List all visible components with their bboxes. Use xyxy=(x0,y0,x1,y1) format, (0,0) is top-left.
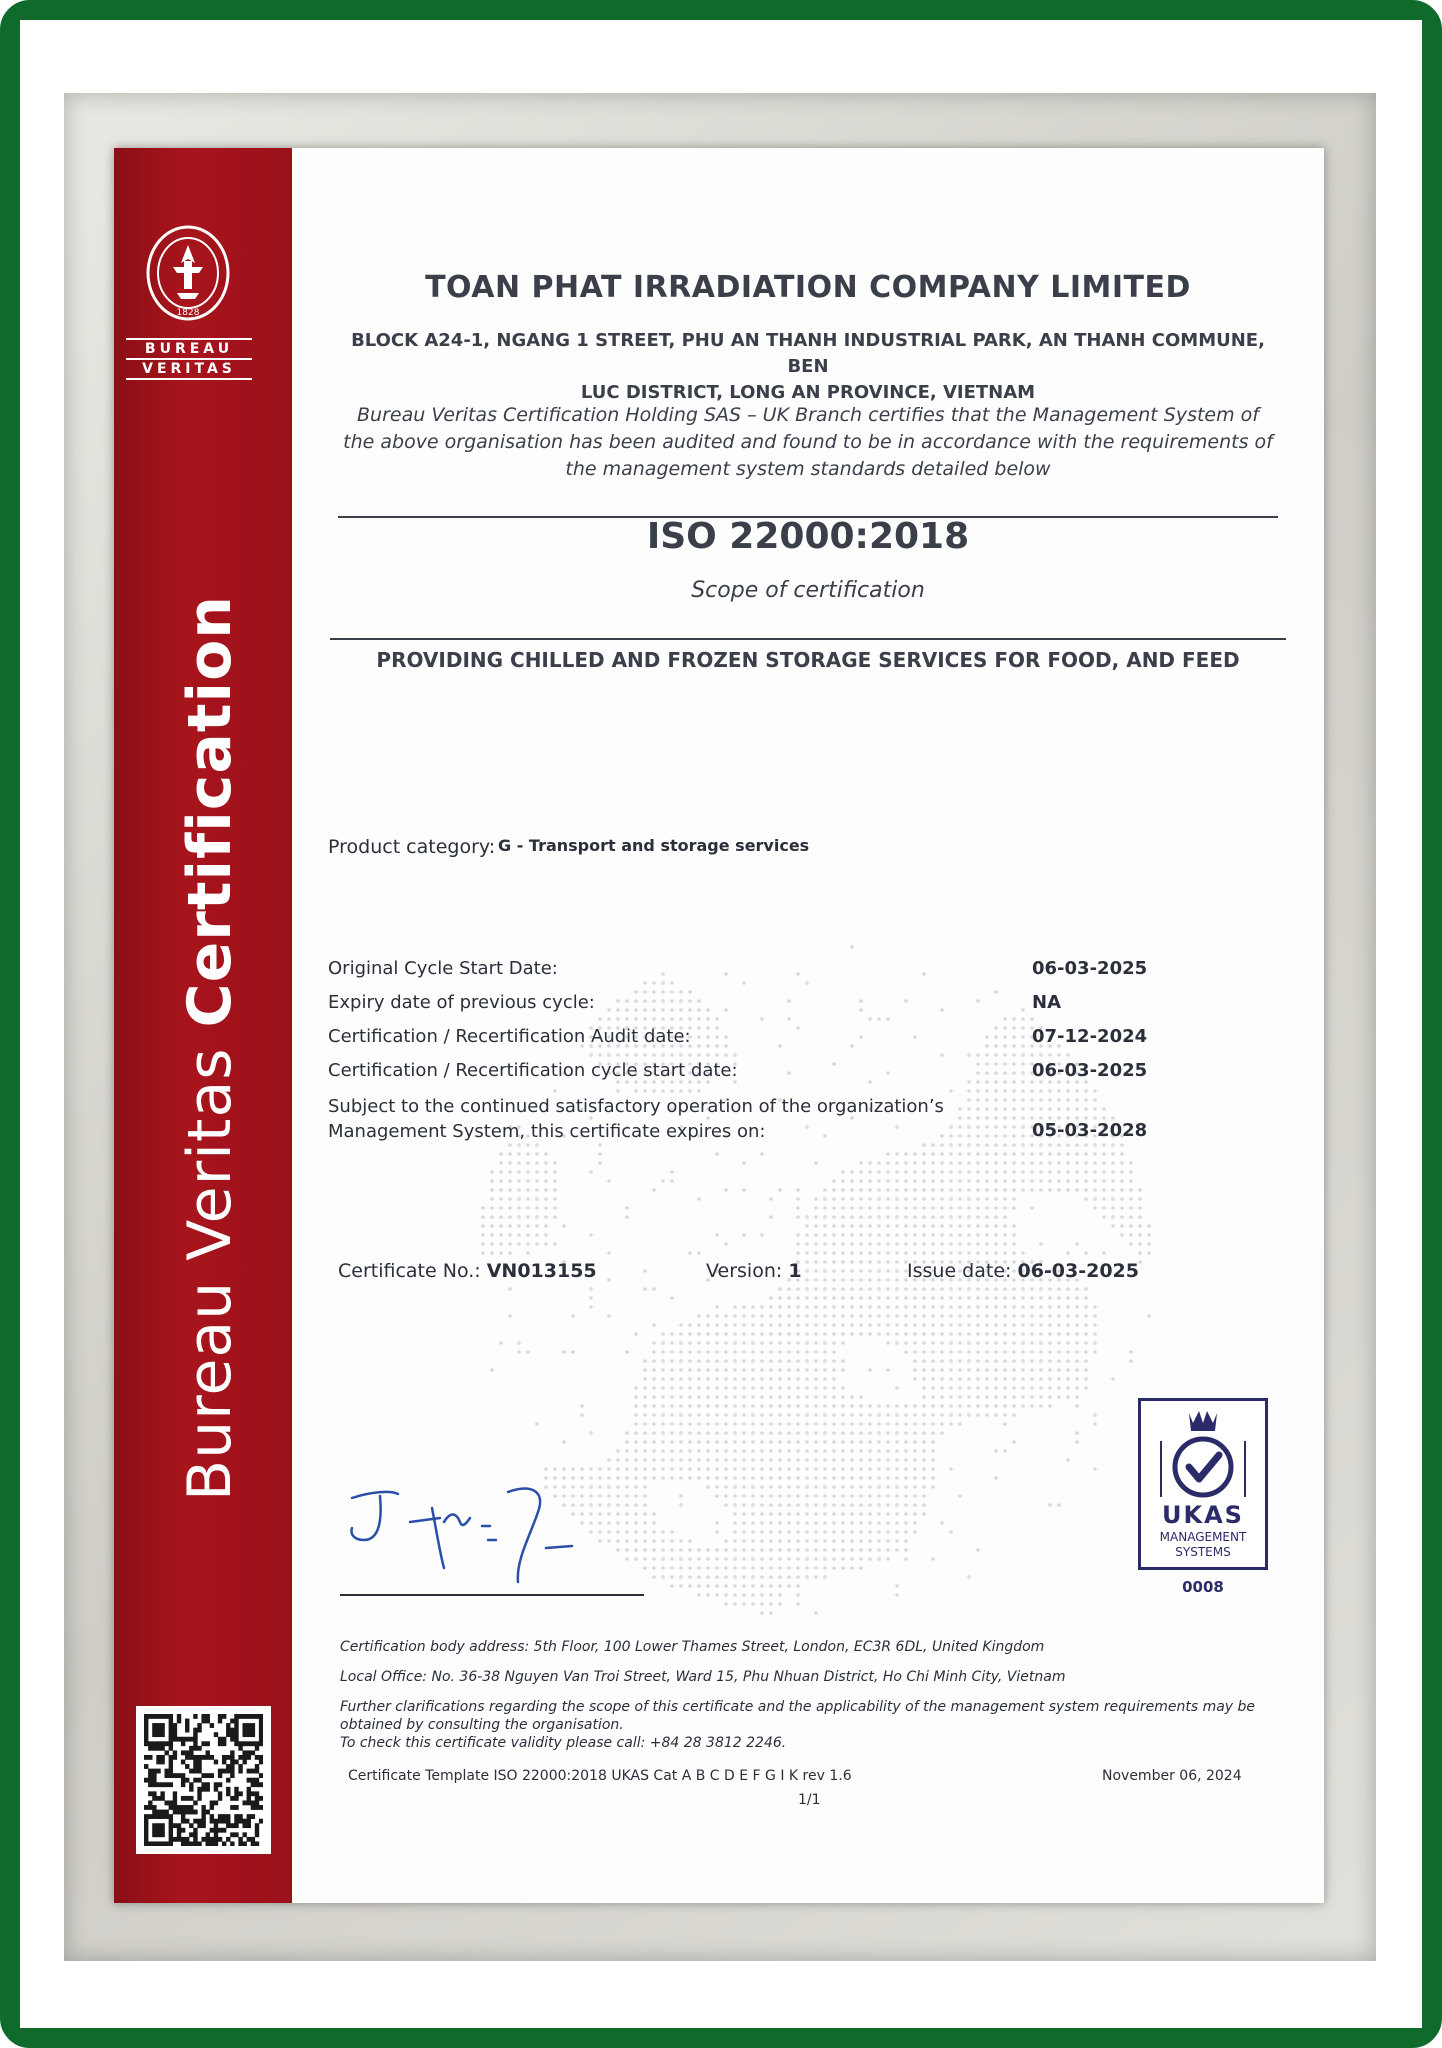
band-title-bold: Certification xyxy=(175,594,245,1028)
statement-line-1: Bureau Veritas Certification Holding SAS – UK Branch certifies that the Management System of xyxy=(357,404,1259,426)
wordmark-bottom: VERITAS xyxy=(126,358,252,380)
product-category-label: Product category: xyxy=(328,836,496,858)
expiry-label-line-1: Subject to the continued satisfactory operation of the organization’s xyxy=(328,1096,944,1117)
page-number: 1/1 xyxy=(798,1792,821,1808)
qr-code-icon xyxy=(144,1714,263,1846)
local-office-address: Local Office: No. 36-38 Nguyen Van Troi Street, Ward 15, Phu Nhuan District, Ho Chi Minh City, Vietnam xyxy=(340,1669,1066,1685)
product-category-value: G - Transport and storage services xyxy=(498,836,810,855)
certification-body-address: Certification body address: 5th Floor, 100 Lower Thames Street, London, EC3R 6DL, United Kingdom xyxy=(340,1639,1045,1655)
certificate-version xyxy=(706,1260,802,1282)
date-label: Certification / Recertification cycle start date: xyxy=(328,1060,738,1081)
clarification-note xyxy=(340,1698,1300,1752)
ukas-crown-check-icon xyxy=(1141,1401,1265,1567)
date-label: Original Cycle Start Date: xyxy=(328,958,558,979)
iso-standard: ISO 22000:2018 xyxy=(646,516,970,557)
certificate-number-label: Certificate No.: xyxy=(338,1260,487,1282)
divider-scope xyxy=(330,638,1286,640)
address-line-1: BLOCK A24-1, NGANG 1 STREET, PHU AN THANH INDUSTRIAL PARK, AN THANH COMMUNE, BEN xyxy=(351,330,1265,377)
statement-line-2: the above organisation has been audited and found to be in accordance with the requirements of xyxy=(343,431,1273,453)
certificate-template: Certificate Template ISO 22000:2018 UKAS Cat A B C D E F G I K rev 1.6 xyxy=(348,1768,852,1784)
certificate-document xyxy=(114,148,1324,1903)
date-value: 06-03-2025 xyxy=(1032,1060,1148,1081)
validity-phone: To check this certificate validity please call: +84 28 3812 2246. xyxy=(340,1735,787,1751)
expiry-value: 05-03-2028 xyxy=(1032,1120,1148,1141)
wordmark-top: BUREAU xyxy=(126,338,252,358)
certification-statement xyxy=(292,402,1324,483)
ukas-line-1: MANAGEMENT xyxy=(1159,1530,1247,1544)
template-date: November 06, 2024 xyxy=(1102,1768,1242,1784)
seal-year: 1828 xyxy=(176,308,200,318)
band-title xyxy=(175,595,245,1501)
signature-line xyxy=(340,1594,644,1596)
certificate-number-value: VN013155 xyxy=(486,1260,597,1282)
statement-line-3: the management system standards detailed below xyxy=(565,458,1051,480)
band-title-regular: Bureau Veritas xyxy=(175,1027,245,1502)
scope-text: PROVIDING CHILLED AND FROZEN STORAGE SERVICES FOR FOOD, AND FEED xyxy=(376,648,1240,672)
bureau-veritas-wordmark xyxy=(126,338,252,380)
address-line-2: LUC DISTRICT, LONG AN PROVINCE, VIETNAM xyxy=(580,382,1036,403)
ukas-name: UKAS xyxy=(1162,1501,1244,1529)
issue-date-value: 06-03-2025 xyxy=(1017,1260,1140,1282)
company-name: TOAN PHAT IRRADIATION COMPANY LIMITED xyxy=(425,270,1191,305)
date-value: NA xyxy=(1032,992,1061,1013)
scope-label: Scope of certification xyxy=(691,578,925,603)
side-band xyxy=(114,148,292,1903)
certificate-number xyxy=(338,1260,597,1282)
clarification-line-2: obtained by consulting the organisation. xyxy=(340,1717,624,1733)
clarification-line-1: Further clarifications regarding the scope of this certificate and the applicability of the management system requirements may be xyxy=(340,1699,1256,1715)
ukas-line-2: SYSTEMS xyxy=(1175,1545,1231,1559)
company-address xyxy=(292,328,1324,406)
issue-date xyxy=(907,1260,1139,1282)
bureau-veritas-seal-icon xyxy=(143,223,233,323)
version-value: 1 xyxy=(788,1260,802,1282)
date-label: Expiry date of previous cycle: xyxy=(328,992,595,1013)
expiry-label-line-2: Management System, this certificate expires on: xyxy=(328,1121,766,1142)
qr-code[interactable] xyxy=(136,1706,271,1854)
ukas-number: 0008 xyxy=(1182,1578,1224,1596)
certificate-content xyxy=(292,148,1324,1903)
ukas-accreditation-mark xyxy=(1138,1398,1268,1570)
version-label: Version: xyxy=(706,1260,789,1282)
date-value: 07-12-2024 xyxy=(1032,1026,1148,1047)
date-label: Certification / Recertification Audit date: xyxy=(328,1026,691,1047)
date-value: 06-03-2025 xyxy=(1032,958,1148,979)
issue-date-label: Issue date: xyxy=(907,1260,1018,1282)
signature-icon xyxy=(340,1478,640,1588)
expiry-label xyxy=(328,1094,944,1144)
